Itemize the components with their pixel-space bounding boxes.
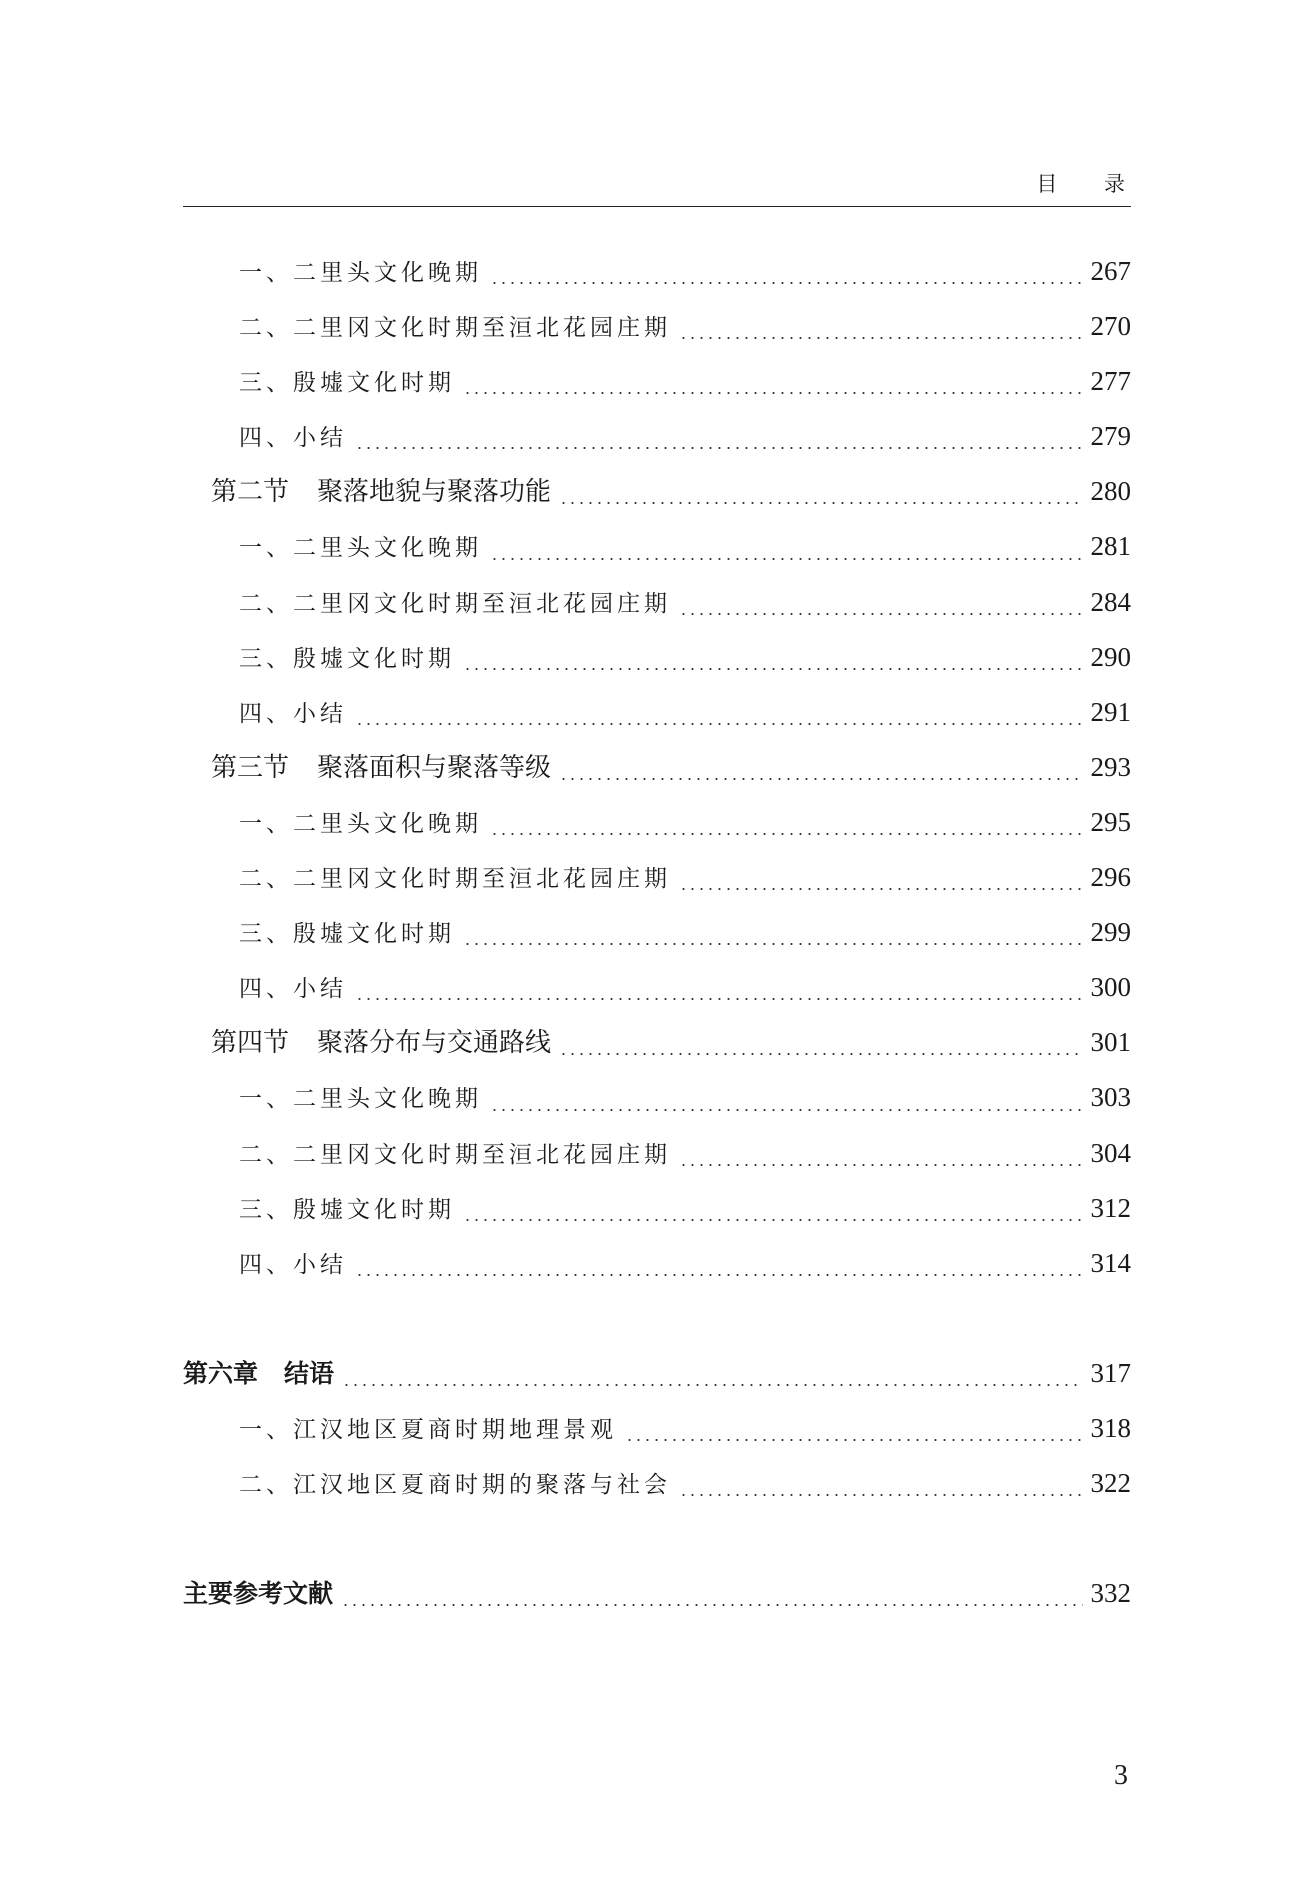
dot-leader	[355, 1273, 1083, 1277]
toc-entry[interactable]	[183, 1468, 1131, 1523]
toc-entry[interactable]	[183, 1193, 1131, 1248]
toc-entry[interactable]	[183, 1138, 1131, 1193]
dot-leader	[490, 1108, 1083, 1112]
toc-entry-title: 三、殷墟文化时期	[239, 645, 455, 672]
toc-entry-title: 二、二里冈文化时期至洹北花园庄期	[239, 590, 671, 617]
toc-entry-title: 四、小结	[239, 976, 347, 1003]
header-title: 目 录	[1036, 172, 1145, 196]
toc-entry[interactable]	[183, 587, 1131, 642]
toc-entry-page: 303	[1090, 1082, 1131, 1113]
toc-entry-label	[183, 1415, 617, 1445]
toc-entry-label	[183, 589, 671, 619]
toc-entry[interactable]	[183, 1248, 1131, 1303]
toc-entry-title: 四、小结	[239, 425, 347, 452]
toc-entry[interactable]	[183, 972, 1131, 1027]
toc-entry-page: 267	[1090, 256, 1131, 286]
dot-leader	[490, 832, 1083, 836]
dot-leader	[679, 1163, 1083, 1167]
dot-leader	[355, 722, 1083, 726]
toc-entry-page: 270	[1090, 311, 1131, 342]
dot-leader	[625, 1438, 1083, 1442]
toc-entry-page: 281	[1090, 531, 1131, 562]
toc-entry-page: 332	[1090, 1578, 1131, 1609]
toc-entry[interactable]	[183, 311, 1131, 366]
toc-entry[interactable]	[183, 531, 1131, 586]
toc-entry-page: 322	[1090, 1467, 1131, 1498]
toc-entry-page: 312	[1090, 1192, 1131, 1223]
dot-leader	[463, 942, 1083, 946]
dot-leader	[490, 557, 1083, 561]
toc-entry-title: 聚落地貌与聚落功能	[317, 477, 552, 508]
dot-leader	[559, 1052, 1082, 1056]
toc-entry[interactable]	[183, 1027, 1131, 1082]
toc-entry[interactable]	[183, 752, 1131, 807]
toc-entry-page: 277	[1090, 366, 1131, 397]
toc-entry-page: 299	[1090, 917, 1131, 948]
toc-entry[interactable]	[183, 1082, 1131, 1137]
dot-leader	[679, 612, 1083, 616]
toc-entry-label	[183, 423, 347, 453]
toc-entry-page: 314	[1090, 1247, 1131, 1278]
toc-entry-title: 二、江汉地区夏商时期的聚落与社会	[239, 1471, 671, 1498]
toc-entry[interactable]	[183, 256, 1131, 311]
dot-leader	[679, 336, 1083, 340]
toc-entry-label	[183, 313, 671, 343]
toc-entry-label	[183, 368, 455, 398]
toc-entry-label	[183, 644, 455, 674]
toc-entry-number: 第六章	[183, 1358, 259, 1388]
toc-entry-page: 284	[1090, 586, 1131, 617]
toc-entry-label	[183, 699, 347, 729]
toc-entry-number: 第二节	[211, 477, 290, 508]
toc-entry-title: 三、殷墟文化时期	[239, 1196, 455, 1223]
toc-entry-page: 301	[1090, 1027, 1131, 1058]
toc-entry-title: 结语	[284, 1358, 335, 1388]
toc-entry[interactable]	[183, 366, 1131, 421]
dot-leader	[463, 667, 1083, 671]
dot-leader	[355, 446, 1083, 450]
toc-entry[interactable]	[183, 642, 1131, 697]
toc-entry-title: 一、二里头文化晚期	[239, 810, 482, 837]
toc-entry-label	[183, 864, 671, 894]
toc-entry-label	[183, 1470, 671, 1500]
toc-entry-title: 一、二里头文化晚期	[239, 1086, 482, 1113]
toc-entry-label	[183, 1579, 333, 1609]
section-gap	[183, 1303, 1131, 1358]
section-gap	[183, 1523, 1131, 1578]
toc-entry[interactable]	[183, 917, 1131, 972]
toc-entry-page: 280	[1090, 476, 1131, 507]
toc-entry-label	[183, 1028, 551, 1058]
toc-entry-page: 318	[1090, 1412, 1131, 1443]
toc-entry-page: 296	[1090, 862, 1131, 893]
toc-entry-page: 293	[1090, 751, 1131, 782]
toc-entry-label	[183, 753, 551, 783]
dot-leader	[463, 1218, 1083, 1222]
dot-leader	[342, 1383, 1082, 1387]
toc-entry-title: 聚落分布与交通路线	[317, 1028, 552, 1059]
toc-entry-title: 二、二里冈文化时期至洹北花园庄期	[239, 1141, 671, 1168]
toc-entry-page: 304	[1090, 1137, 1131, 1168]
toc-entry[interactable]	[183, 1413, 1131, 1468]
toc-entry-label	[183, 809, 482, 839]
toc-entry-label	[183, 258, 482, 288]
toc-entry-title: 三、殷墟文化时期	[239, 921, 455, 948]
toc-entry-label	[183, 919, 455, 949]
toc-entry-title: 四、小结	[239, 700, 347, 727]
dot-leader	[341, 1603, 1082, 1607]
dot-leader	[679, 1493, 1083, 1497]
toc-entry[interactable]	[183, 807, 1131, 862]
toc-entry-number: 第四节	[211, 1028, 290, 1059]
toc-entry-page: 300	[1090, 972, 1131, 1003]
toc-entry[interactable]	[183, 421, 1131, 476]
toc-entry[interactable]	[183, 1578, 1131, 1633]
toc-entry[interactable]	[183, 1358, 1131, 1413]
dot-leader	[355, 997, 1083, 1001]
toc-entry-label	[183, 1250, 347, 1280]
dot-leader	[679, 887, 1083, 891]
toc-entry-title: 一、二里头文化晚期	[239, 260, 482, 286]
toc-entry-title: 主要参考文献	[183, 1579, 334, 1609]
toc-entry-label	[183, 477, 551, 507]
running-header	[183, 160, 1145, 207]
page-number: 3	[1114, 1760, 1128, 1791]
toc-entry-title: 三、殷墟文化时期	[239, 370, 455, 397]
toc-entry-title: 一、江汉地区夏商时期地理景观	[239, 1416, 617, 1443]
toc-entry-page: 317	[1090, 1357, 1131, 1388]
toc-entry-label	[183, 1084, 482, 1114]
table-of-contents	[183, 256, 1131, 1633]
toc-entry-label	[183, 974, 347, 1004]
dot-leader	[559, 501, 1082, 505]
toc-entry-page: 291	[1090, 696, 1131, 727]
toc-entry-title: 二、二里冈文化时期至洹北花园庄期	[239, 866, 671, 893]
toc-entry-title: 二、二里冈文化时期至洹北花园庄期	[239, 315, 671, 342]
dot-leader	[559, 777, 1082, 781]
toc-entry-page: 295	[1090, 806, 1131, 837]
dot-leader	[463, 391, 1083, 395]
toc-entry-label	[183, 1359, 334, 1389]
dot-leader	[490, 281, 1083, 285]
toc-entry-page: 290	[1090, 641, 1131, 672]
toc-entry-page: 279	[1090, 421, 1131, 452]
toc-entry[interactable]	[183, 862, 1131, 917]
toc-entry-label	[183, 533, 482, 563]
toc-entry-title: 一、二里头文化晚期	[239, 535, 482, 562]
toc-entry[interactable]	[183, 697, 1131, 752]
toc-entry-number: 第三节	[211, 752, 290, 783]
toc-entry-title: 聚落面积与聚落等级	[317, 752, 552, 783]
toc-entry-title: 四、小结	[239, 1251, 347, 1278]
toc-entry-label	[183, 1140, 671, 1170]
toc-entry-label	[183, 1195, 455, 1225]
toc-entry[interactable]	[183, 476, 1131, 531]
